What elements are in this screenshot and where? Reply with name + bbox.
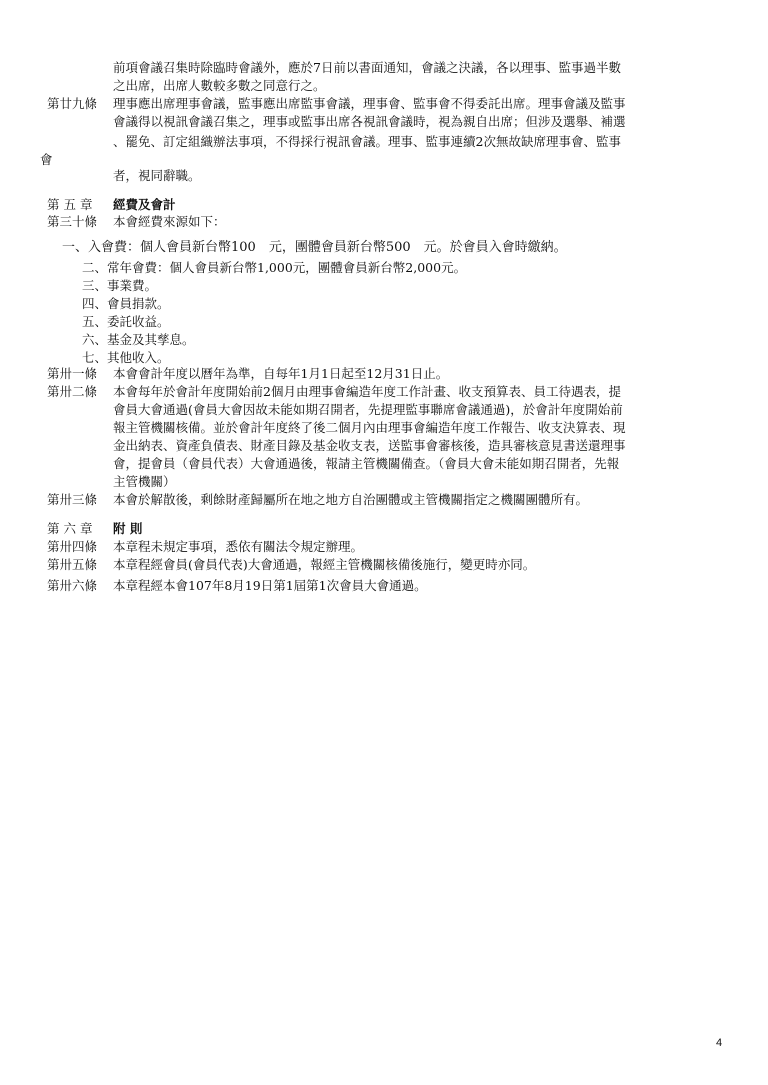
text-line: 本會經費來源如下：: [113, 214, 226, 229]
article-label: 第卅四條: [47, 539, 98, 554]
chapter-title: 經費及會計: [113, 197, 176, 212]
article-label: 第卅六條: [47, 578, 98, 593]
list-item: 七、其他收入。: [82, 350, 170, 365]
text-line: 本章程經會員(會員代表)大會通過，報經主管機關核備後施行，變更時亦同。: [113, 557, 536, 572]
chapter-title: 附 則: [113, 521, 143, 536]
text-line: 本會會計年度以曆年為準，自每年1月1日起至12月31日止。: [113, 366, 449, 381]
text-line: 會，提會員（會員代表）大會通過後，報請主管機關備查。（會員大會未能如期召開者，先報: [113, 456, 620, 471]
text-line: 本會每年於會計年度開始前2個月由理事會編造年度工作計畫、收支預算表、員工待遇表，提: [113, 384, 621, 399]
chapter-label: 第 六 章: [47, 521, 93, 536]
article-label: 第三十條: [47, 214, 98, 229]
list-item: 三、事業費。: [82, 278, 158, 293]
page-number: 4: [716, 1037, 723, 1049]
list-item: 四、會員捐款。: [82, 296, 170, 311]
text-line: 金出納表、資產負債表、財產目錄及基金收支表，送監事會審核後，造具審核意見書送還理事: [113, 438, 626, 453]
text-line: 本章程經本會107年8月19日第1屆第1次會員大會通過。: [113, 578, 427, 593]
text-line: 會: [40, 152, 53, 167]
article-label: 第卅五條: [47, 557, 98, 572]
list-item: 一、入會費：個人會員新台幣100 元，團體會員新台幣500 元。於會員入會時繳納。: [62, 240, 567, 255]
text-line: 會員大會通過(會員大會因故未能如期召開者，先提理監事聯席會議通過)，於會計年度開始前: [113, 402, 623, 417]
text-line: 本會於解散後，剩餘財產歸屬所在地之地方自治團體或主管機關指定之機關團體所有。: [113, 492, 589, 507]
list-item: 二、常年會費：個人會員新台幣1,000元，團體會員新台幣2,000元。: [82, 260, 467, 275]
text-line: 本章程未規定事項，悉依有關法令規定辦理。: [113, 539, 364, 554]
article-label: 第卅二條: [47, 384, 98, 399]
article-label: 第卅一條: [47, 366, 98, 381]
text-line: 理事應出席理事會議，監事應出席監事會議，理事會、監事會不得委託出席。理事會議及監事: [113, 96, 626, 111]
text-line: 、罷免、訂定組織辦法事項，不得採行視訊會議。理事、監事連續2次無故缺席理事會、監事: [113, 134, 621, 149]
text-line: 主管機關）: [113, 474, 176, 489]
text-line: 會議得以視訊會議召集之，理事或監事出席各視訊會議時，視為親自出席；但涉及選舉、補選: [113, 114, 626, 129]
chapter-label: 第 五 章: [47, 197, 93, 212]
text-line: 前項會議召集時除臨時會議外，應於7日前以書面通知，會議之決議，各以理事、監事過半數: [113, 60, 621, 75]
list-item: 六、基金及其孳息。: [82, 332, 195, 347]
article-label: 第廿九條: [47, 96, 98, 111]
text-line: 報主管機關核備。並於會計年度終了後二個月內由理事會編造年度工作報告、收支決算表、現: [113, 420, 626, 435]
text-line: 者，視同辭職。: [113, 168, 201, 183]
text-line: 之出席，出席人數較多數之同意行之。: [113, 78, 326, 93]
list-item: 五、委託收益。: [82, 314, 170, 329]
article-label: 第卅三條: [47, 492, 98, 507]
